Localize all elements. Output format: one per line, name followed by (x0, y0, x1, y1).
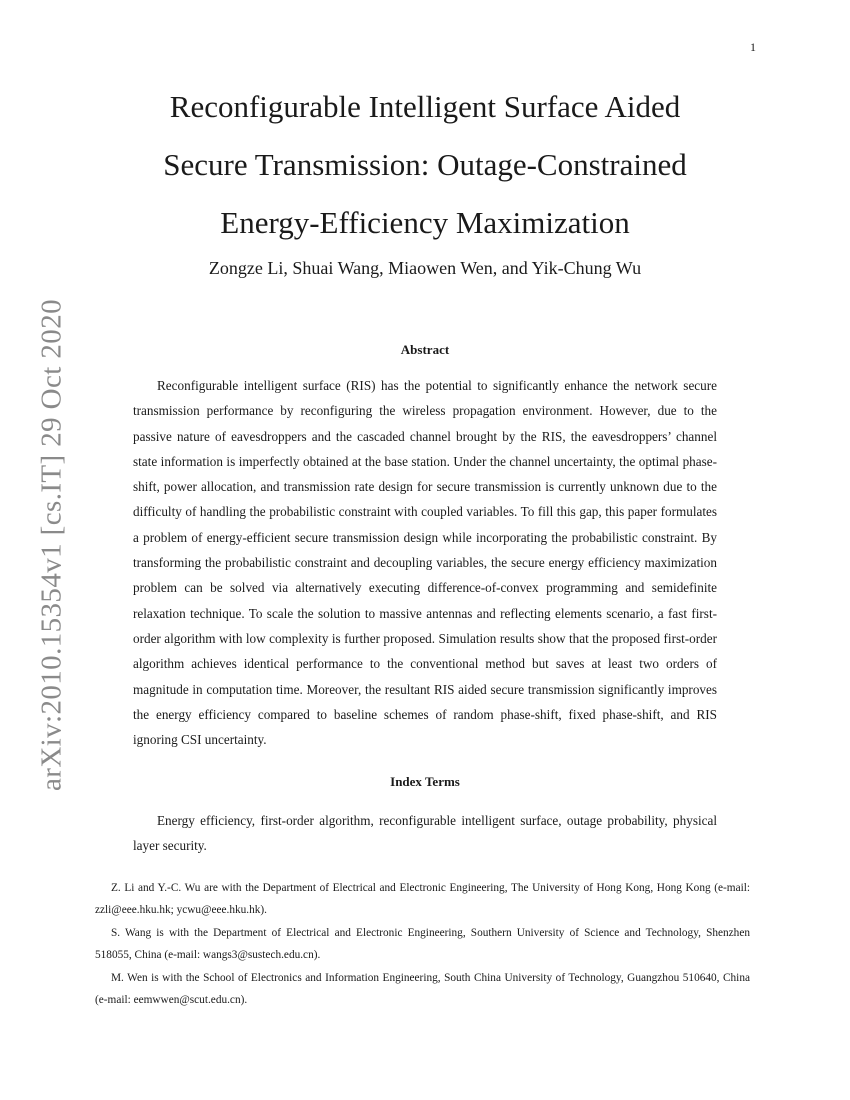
title-line: Energy-Efficiency Maximization (220, 205, 630, 240)
author-list: Zongze Li, Shuai Wang, Miaowen Wen, and Yik-Chung Wu (208, 258, 642, 278)
title-line: Secure Transmission: Outage-Constrained (163, 147, 687, 182)
affiliation-footnotes (95, 878, 750, 1013)
footnote: Z. Li and Y.-C. Wu are with the Department of Electrical and Electronic Engineering, The University of Hong Kong, Hong Kong (e-mail: zzli@eee.hku.hk; ycwu@eee.hku.hk). (95, 882, 750, 916)
abstract-text: Reconfigurable intelligent surface (RIS) has the potential to significantly enhance the network secure transmission performance by reconfiguring the wireless propagation environment. However, due to the passive nature of eavesdroppers and the cascaded channel brought by the RIS, the eavesdroppers’ channel state information is imperfectly obtained at the base station. Under the channel uncertainty, the optimal phase-shift, power allocation, and transmission rate design for secure transmission is currently unknown due to the difficulty of handling the probabilistic constraint with coupled variables. To fill this gap, this paper formulates a problem of energy-efficient secure transmission design while incorporating the probabilistic constraint. By transforming the probabilistic constraint and decoupling variables, the secure energy efficiency maximization problem can be solved via alternatively executing difference-of-convex programming and semidefinite relaxation technique. To scale the solution to massive antennas and reflecting elements scenario, a fast first-order algorithm with low complexity is further proposed. Simulation results show that the proposed first-order algorithm achieves identical performance to the conventional method but saves at least two orders of magnitude in computation time. Moreover, the resultant RIS aided secure transmission significantly improves the energy efficiency compared to baseline schemes of random phase-shift, fixed phase-shift, and RIS ignoring CSI uncertainty. (133, 378, 717, 748)
title-line: Reconfigurable Intelligent Surface Aided (169, 89, 681, 124)
index-terms-heading: Index Terms (390, 774, 460, 789)
footnote: S. Wang is with the Department of Electrical and Electronic Engineering, Southern University of Science and Technology, Shenzhen 518055, China (e-mail: wangs3@sustech.edu.cn). (95, 927, 750, 961)
paper-title (90, 78, 760, 252)
index-terms-text: Energy efficiency, first-order algorithm, reconfigurable intelligent surface, outage probability, physical layer security. (133, 813, 717, 853)
page-number: 1 (750, 40, 756, 54)
arxiv-identifier-stamp: arXiv:2010.15354v1 [cs.IT] 29 Oct 2020 (35, 298, 68, 792)
footnote: M. Wen is with the School of Electronics and Information Engineering, South China University of Technology, Guangzhou 510640, China (e-mail: eemwwen@scut.edu.cn). (95, 972, 750, 1006)
abstract-heading: Abstract (400, 342, 450, 357)
